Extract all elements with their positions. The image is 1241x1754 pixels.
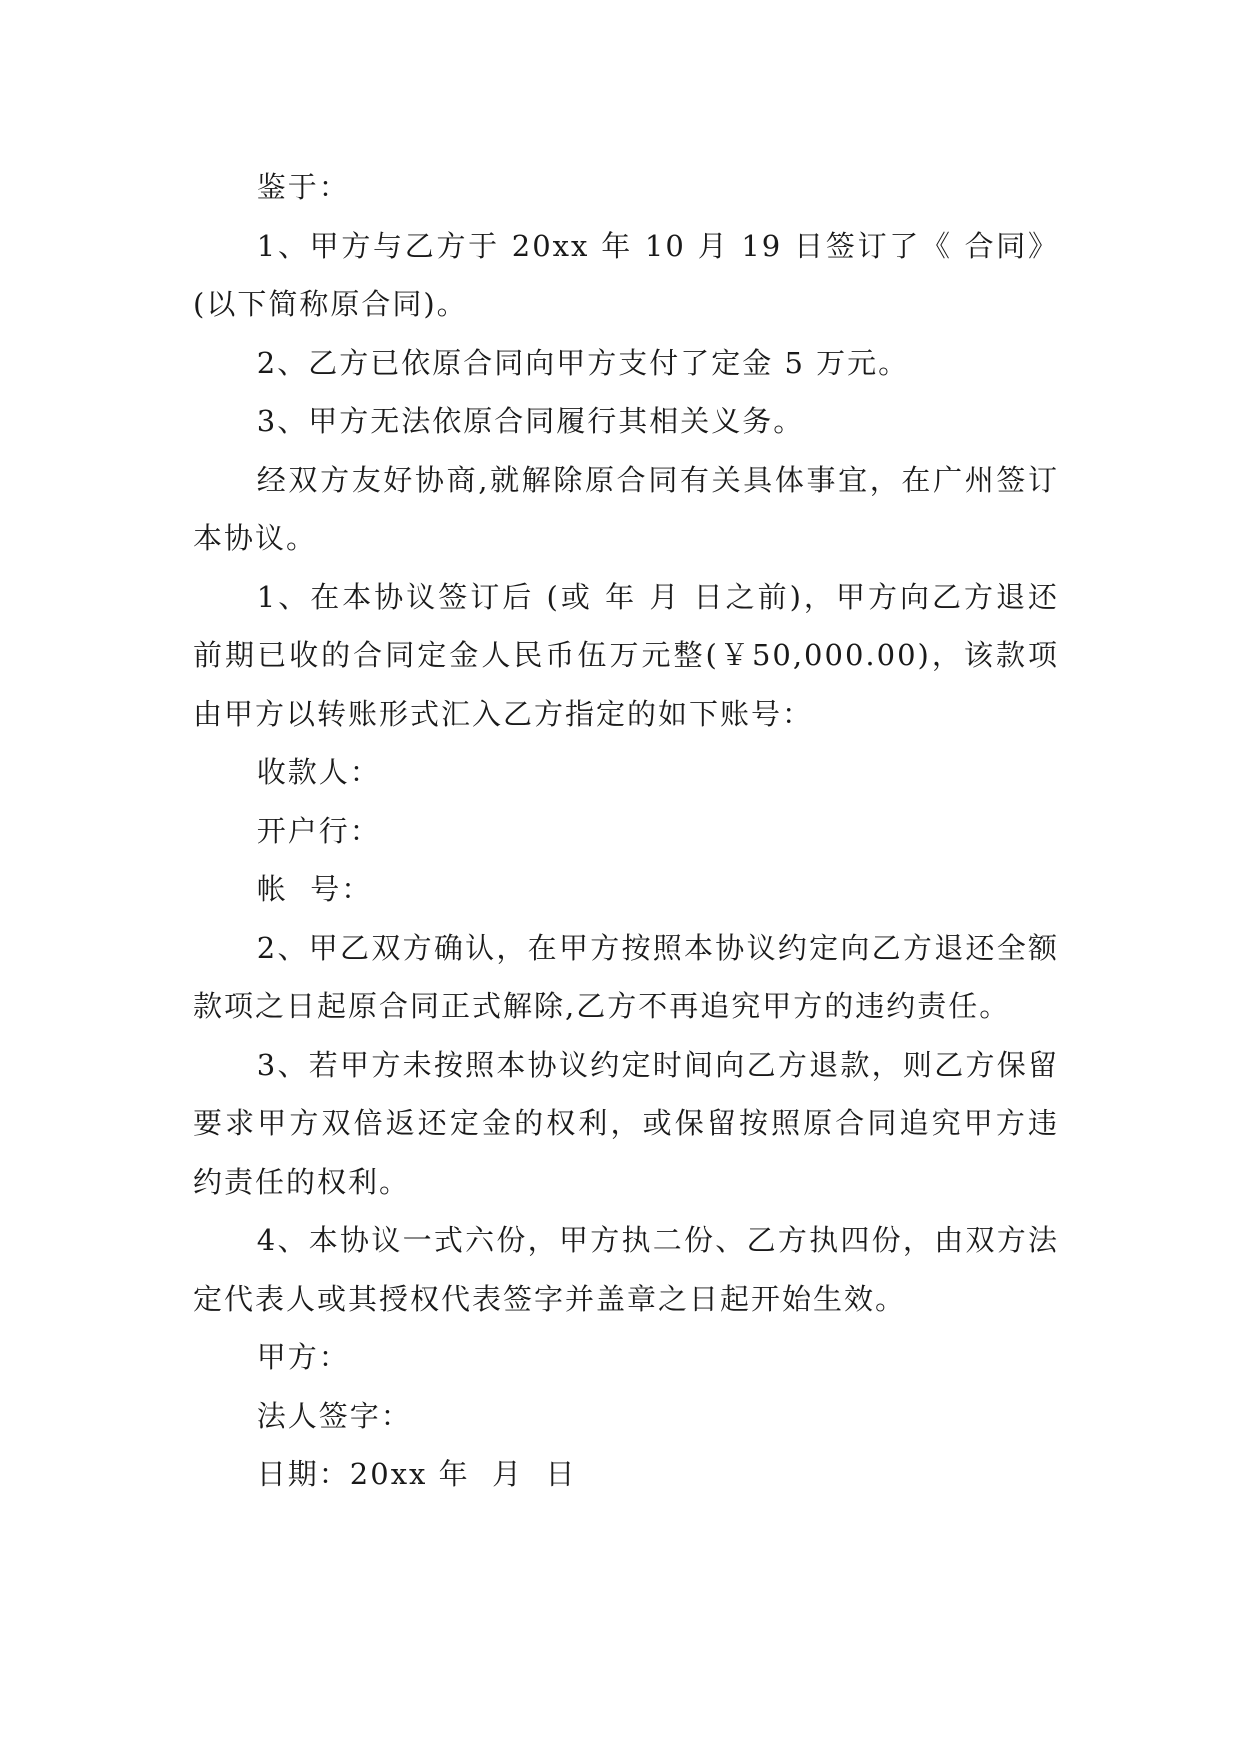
preamble: 经双方友好协商,就解除原合同有关具体事宜，在广州签订本协议。 bbox=[193, 462, 1059, 555]
signature-label: 法人签字： bbox=[256, 1398, 412, 1433]
clause-4: 4、本协议一式六份，甲方执二份、乙方执四份，由双方法定代表人或其授权代表签字并盖章之日起开始生效。 bbox=[193, 1223, 1059, 1316]
agreement-document bbox=[193, 158, 1059, 1504]
clause-3: 3、若甲方未按照本协议约定时间向乙方退款，则乙方保留要求甲方双倍返还定金的权利，或保留按照原合同追究甲方违约责任的权利。 bbox=[193, 1047, 1059, 1199]
recital-3: 3、甲方无法依原合同履行其相关义务。 bbox=[256, 404, 805, 438]
recital-2: 2、乙方已依原合同向甲方支付了定金 5 万元。 bbox=[256, 345, 910, 380]
payee-label: 收款人： bbox=[256, 755, 381, 789]
account-label: 帐 号： bbox=[256, 872, 373, 906]
clause-1: 1、在本协议签订后 (或 年 月 日之前)，甲方向乙方退还前期已收的合同定金人民币伍万元整(￥50,000.00)，该款项由甲方以转账形式汇入乙方指定的如下账号： bbox=[193, 579, 1059, 731]
whereas-heading: 鉴于： bbox=[256, 170, 350, 204]
bank-label: 开户行： bbox=[256, 813, 381, 848]
party-a-label: 甲方： bbox=[256, 1340, 350, 1374]
clause-2: 2、甲乙双方确认，在甲方按照本协议约定向乙方退还全额款项之日起原合同正式解除,乙方不再追究甲方的违约责任。 bbox=[193, 930, 1059, 1023]
recital-1: 1、甲方与乙方于 20xx 年 10 月 19 日签订了《 合同》(以下简称原合同)。 bbox=[193, 228, 1059, 321]
date-label: 日期：20xx 年 月 日 bbox=[256, 1457, 577, 1491]
